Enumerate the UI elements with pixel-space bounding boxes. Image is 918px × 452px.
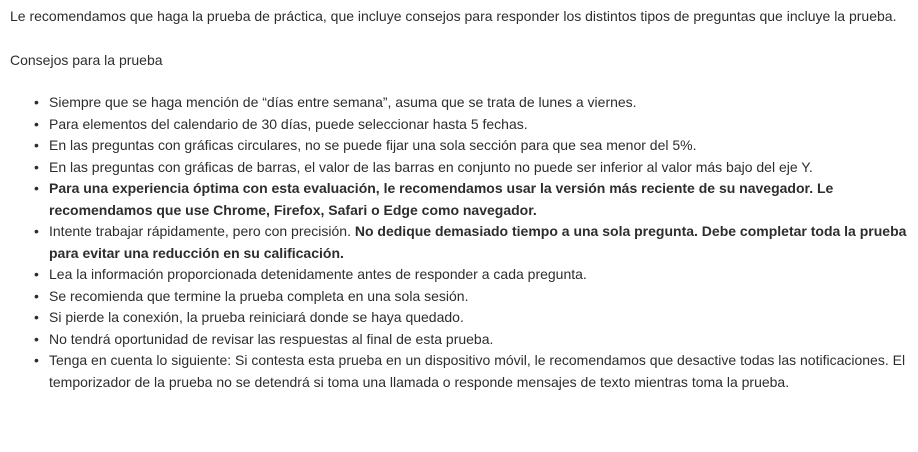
bullet-icon: • (34, 137, 39, 153)
tip-text: En las preguntas con gráficas de barras, el valor de las barras en conjunto no puede ser inferior al valor más bajo del eje Y. (49, 158, 813, 175)
tip-text: Si pierde la conexión, la prueba reiniciará donde se haya quedado. (49, 309, 464, 325)
tip-bold-text: No dedique demasiado tiempo a una sola pregunta. Debe completar toda la prueba para evitar una reducción en su calificación. (49, 223, 907, 261)
tip-text: Tenga en cuenta lo siguiente: Si contesta esta prueba en un dispositivo móvil, le recomendamos que desactive todas las notificaciones. El temporizador de la prueba no se detendrá si toma una llamada o responde mensajes de texto mientras toma la prueba. (49, 352, 906, 390)
tip-text: Siempre que se haga mención de “días entre semana”, asuma que se trata de lunes a viernes. (49, 94, 637, 110)
list-item (34, 329, 908, 351)
bullet-icon: • (34, 352, 39, 368)
tip-text: Lea la información proporcionada detenidamente antes de responder a cada pregunta. (49, 266, 587, 282)
list-item (34, 286, 908, 308)
list-item (34, 264, 908, 286)
tip-text: No tendrá oportunidad de revisar las respuestas al final de esta prueba. (49, 330, 494, 347)
list-item (34, 350, 908, 393)
list-item (34, 114, 908, 136)
list-item (34, 135, 908, 157)
bullet-icon: • (34, 223, 39, 239)
tip-bold-text: Para una experiencia óptima con esta evaluación, le recomendamos usar la versión más reciente de su navegador. Le recomendamos que use Chrome, Firefox, Safari o Edge como navegador. (49, 180, 834, 218)
tip-text: En las preguntas con gráficas circulares, no se puede fijar una sola sección para que sea menor del 5%. (49, 137, 697, 153)
bullet-icon: • (34, 309, 39, 325)
bullet-icon: • (34, 180, 39, 196)
list-item (34, 92, 908, 114)
list-item (34, 221, 908, 264)
list-item (34, 178, 908, 221)
bullet-icon: • (34, 158, 39, 175)
list-item (34, 307, 908, 329)
bullet-icon: • (34, 115, 39, 132)
bullet-icon: • (34, 266, 39, 282)
tip-text: Para elementos del calendario de 30 días, puede seleccionar hasta 5 fechas. (49, 115, 528, 132)
intro-paragraph: Le recomendamos que haga la prueba de práctica, que incluye consejos para responder los distintos tipos de preguntas que incluye la prueba. (10, 8, 897, 24)
tip-text: Se recomienda que termine la prueba completa en una sola sesión. (49, 287, 469, 304)
tips-list (10, 92, 908, 393)
tip-text: Intente trabajar rápidamente, pero con precisión. (49, 223, 355, 239)
bullet-icon: • (34, 287, 39, 304)
bullet-icon: • (34, 330, 39, 347)
bullet-icon: • (34, 94, 39, 110)
section-title: Consejos para la prueba (10, 51, 163, 68)
list-item (34, 157, 908, 179)
